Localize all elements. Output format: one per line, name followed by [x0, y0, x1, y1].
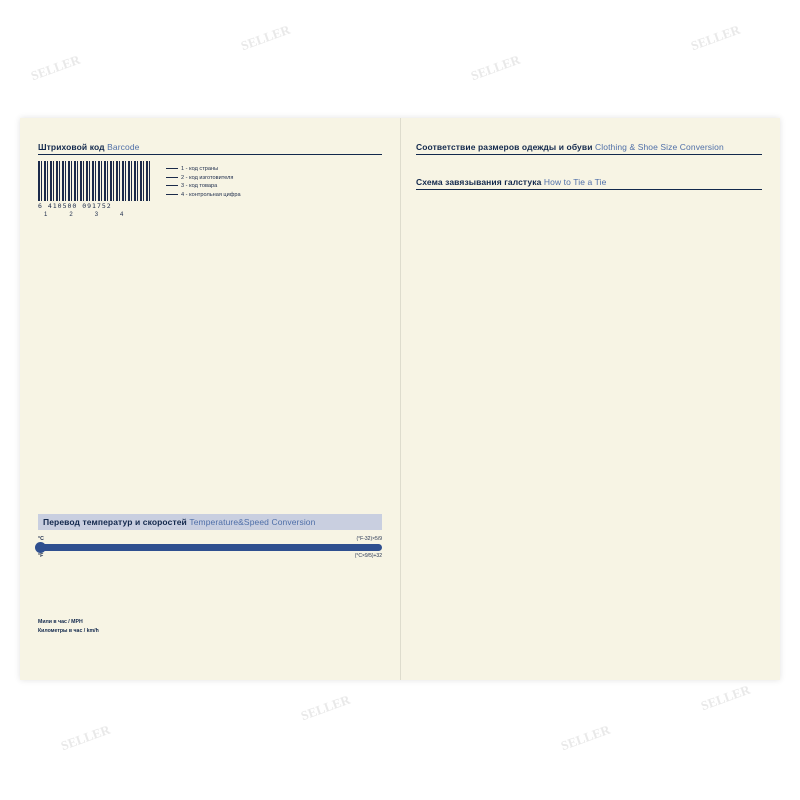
- celsius-row: [38, 536, 382, 542]
- barcode-block: [38, 161, 382, 218]
- watermark: SELLER: [698, 681, 753, 714]
- barcode-digits: 6 410500 091752: [38, 202, 112, 210]
- fahrenheit-label: °F: [38, 553, 44, 559]
- right-page: [400, 118, 780, 680]
- barcode-title-en: Barcode: [107, 142, 140, 152]
- mph-label: Мили в час / MPH: [38, 619, 83, 625]
- barcode-marker: 1: [44, 212, 48, 218]
- barcode-legend-item: 3 - код товара: [166, 182, 241, 191]
- barcode-image-box: [38, 161, 156, 218]
- speed-bar-graphic: [38, 600, 382, 616]
- thermometer-bar: [38, 544, 382, 551]
- thermometer-graphic: [38, 536, 382, 592]
- barcode-legend-item: 2 - код изготовителя: [166, 174, 241, 183]
- barcode-section-header: [38, 140, 382, 155]
- fahrenheit-formula: (°C×9/5)+32: [354, 553, 382, 559]
- kmh-row: [38, 628, 382, 634]
- ties-section: [416, 175, 762, 190]
- barcode-legend-item: 4 - контрольная цифра: [166, 191, 241, 200]
- watermark: SELLER: [28, 51, 83, 84]
- sizes-title-en: Clothing & Shoe Size Conversion: [595, 142, 724, 152]
- barcode-bars-icon: [38, 161, 150, 201]
- sizes-title-ru: Соответствие размеров одежды и обуви: [416, 142, 593, 152]
- barcode-legend: [166, 161, 241, 218]
- book-spread: [20, 118, 780, 680]
- sizes-section-header: [416, 140, 762, 155]
- kmh-label: Километры в час / km/h: [38, 628, 99, 634]
- fahrenheit-row: [38, 553, 382, 559]
- barcode-legend-item: 1 - код страны: [166, 165, 241, 174]
- ties-section-header: [416, 175, 762, 190]
- watermark: SELLER: [298, 691, 353, 724]
- barcode-marker: 3: [94, 212, 99, 218]
- celsius-formula: (°F-32)×5/9: [356, 536, 382, 542]
- watermark: SELLER: [58, 721, 113, 754]
- barcode-marker: 2: [69, 212, 73, 218]
- watermark: SELLER: [468, 51, 523, 84]
- watermark: SELLER: [558, 721, 613, 754]
- mph-row: [38, 619, 382, 625]
- ties-title-en: How to Tie a Tie: [543, 177, 607, 187]
- left-page: [20, 118, 400, 680]
- barcode-number-markers: [38, 212, 156, 218]
- temperature-section: [38, 514, 382, 634]
- temperature-section-header: [38, 514, 382, 530]
- watermark: SELLER: [688, 21, 743, 54]
- celsius-label: °C: [38, 536, 44, 542]
- temperature-title-en: Temperature&Speed Conversion: [189, 517, 316, 527]
- ties-title-ru: Схема завязывания галстука: [416, 177, 542, 187]
- barcode-marker: 4: [120, 212, 124, 218]
- barcode-title-ru: Штриховой код: [38, 142, 105, 152]
- temperature-title-ru: Перевод температур и скоростей: [43, 517, 187, 527]
- speed-conversion: [38, 600, 382, 634]
- thermometer-bulb-icon: [35, 542, 46, 553]
- watermark: SELLER: [238, 21, 293, 54]
